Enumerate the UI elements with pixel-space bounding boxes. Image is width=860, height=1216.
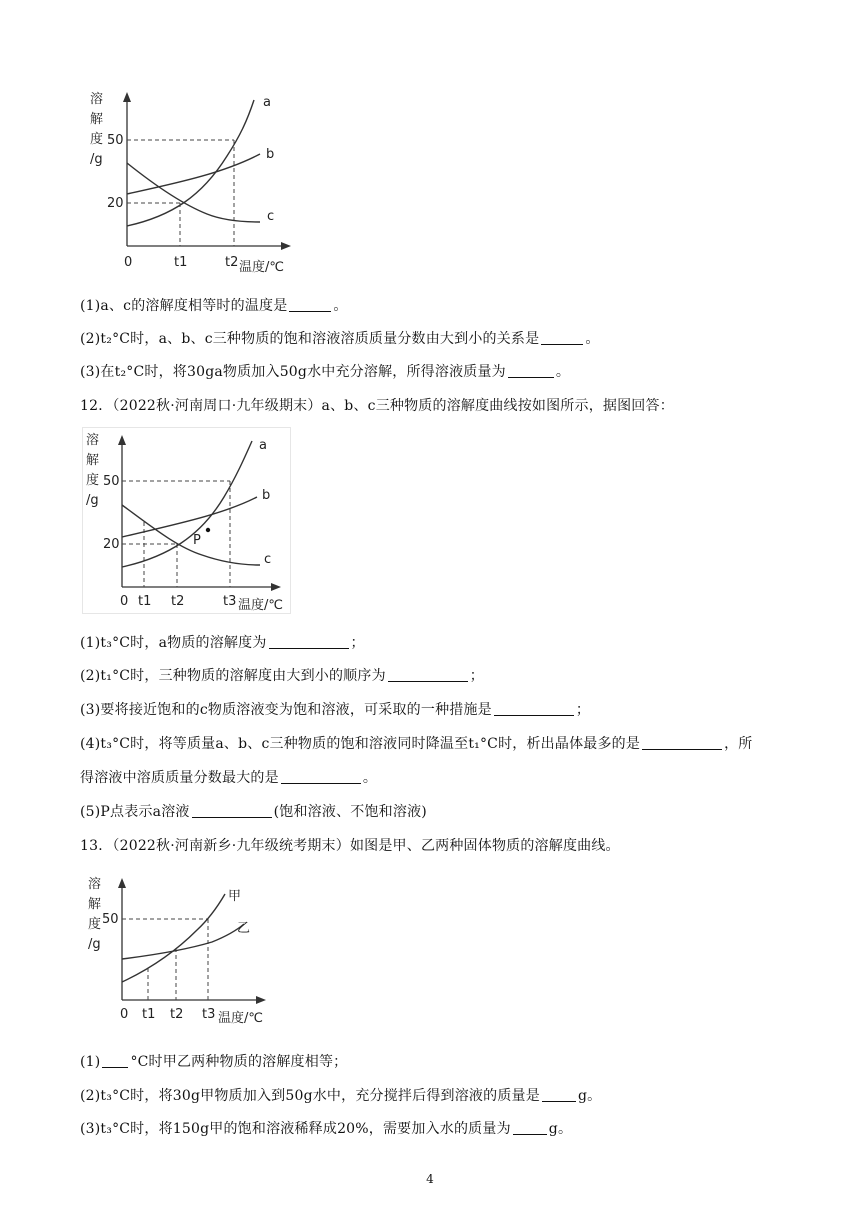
fig3-xtick-t1: t1 (142, 1007, 156, 1022)
q12-part4a: (4)t₃°C时，将等质量a、b、c三种物质的饱和溶液同时降温至t₁°C时，析出晶体最多的是 ，所 (80, 736, 753, 752)
q13-blank-3[interactable] (513, 1120, 547, 1135)
fig2-ytick-20: 20 (103, 537, 120, 552)
fig1-ylabel-4: /g (90, 152, 103, 167)
fig2-origin: 0 (120, 594, 129, 609)
fig1-series-a: a (263, 95, 271, 110)
q11-part1: (1)a、c的溶解度相等时的温度是 。 (80, 298, 348, 314)
q13-part3: (3)t₃°C时，将150g甲的饱和溶液稀释成20%，需要加入水的质量为 g。 (80, 1121, 573, 1137)
fig1-ylabel-3: 度 (90, 132, 104, 147)
fig2-ylabel-3: 度 (86, 473, 100, 488)
q12-part3: (3)要将接近饱和的c物质溶液变为饱和溶液，可采取的一种措施是 ； (80, 702, 591, 718)
solubility-chart-3 (82, 872, 292, 1028)
fig2-xtick-t3: t3 (223, 594, 237, 609)
fig2-series-b: b (262, 488, 271, 503)
q12-blank-2[interactable] (388, 667, 468, 682)
q12-stem: 12．（2022秋·河南周口·九年级期末）a、b、c三种物质的溶解度曲线按如图所示，据图回答： (80, 398, 674, 414)
fig1-ytick-20: 20 (107, 196, 124, 211)
fig1-series-b: b (266, 147, 275, 162)
fig1-xtick-t1: t1 (174, 255, 188, 270)
q12-blank-4[interactable] (642, 735, 722, 750)
fig2-ylabel-1: 溶 (86, 433, 100, 448)
fig2-series-a: a (259, 438, 267, 453)
q13-part2: (2)t₃°C时，将30g甲物质加入到50g水中，充分搅拌后得到溶液的质量是 g。 (80, 1088, 602, 1104)
q13-blank-2[interactable] (542, 1087, 576, 1102)
fig1-origin: 0 (124, 255, 133, 270)
fig1-ytick-50: 50 (107, 133, 124, 148)
fig3-series-yi: 乙 (237, 921, 251, 936)
fig3-ylabel-2: 解 (88, 897, 102, 912)
fig3-origin: 0 (120, 1007, 129, 1022)
q12-blank-6[interactable] (192, 803, 272, 818)
q13-part1: (1) °C时甲乙两种物质的溶解度相等； (80, 1054, 348, 1070)
fig2-series-c: c (264, 552, 272, 567)
fig1-xlabel: 温度/℃ (239, 260, 284, 275)
page-number: 4 (426, 1172, 434, 1186)
fig3-xlabel: 温度/℃ (218, 1011, 263, 1026)
fig3-ylabel-1: 溶 (88, 877, 102, 892)
fig3-series-jia: 甲 (228, 889, 242, 904)
q11-blank-3[interactable] (508, 363, 554, 378)
q12-part2: (2)t₁°C时，三种物质的溶解度由大到小的顺序为 ； (80, 668, 484, 684)
fig2-point-p: P (193, 533, 201, 548)
fig1-series-c: c (267, 209, 275, 224)
q13-blank-1[interactable] (102, 1053, 128, 1068)
fig2-ylabel-2: 解 (86, 453, 100, 468)
q11-part2: (2)t₂°C时，a、b、c三种物质的饱和溶液溶质质量分数由大到小的关系是 。 (80, 331, 600, 347)
q12-part5: (5)P点表示a溶液 (饱和溶液、不饱和溶液) (80, 804, 427, 820)
solubility-chart-2 (82, 427, 292, 615)
q12-blank-3[interactable] (494, 701, 574, 716)
q11-part3: (3)在t₂°C时，将30ga物质加入50g水中充分溶解，所得溶液质量为 。 (80, 364, 571, 380)
fig2-xtick-t1: t1 (138, 594, 152, 609)
fig2-xtick-t2: t2 (171, 594, 185, 609)
q12-blank-1[interactable] (269, 634, 349, 649)
q12-part4b: 得溶液中溶质质量分数最大的是 。 (80, 770, 378, 786)
q12-part1: (1)t₃°C时，a物质的溶解度为 ； (80, 635, 365, 651)
fig3-xtick-t3: t3 (202, 1007, 216, 1022)
fig3-ytick-50: 50 (102, 912, 119, 927)
fig1-xtick-t2: t2 (225, 255, 239, 270)
fig2-ytick-50: 50 (103, 474, 120, 489)
fig1-ylabel-2: 解 (90, 112, 104, 127)
fig2-xlabel: 温度/℃ (238, 598, 283, 613)
q13-stem: 13．（2022秋·河南新乡·九年级统考期末）如图是甲、乙两种固体物质的溶解度曲线。 (80, 838, 620, 854)
q11-blank-1[interactable] (289, 297, 331, 312)
fig3-ylabel-4: /g (88, 937, 101, 952)
solubility-chart-1 (82, 86, 302, 278)
fig2-ylabel-4: /g (86, 493, 99, 508)
q12-blank-5[interactable] (281, 769, 361, 784)
fig3-xtick-t2: t2 (170, 1007, 184, 1022)
q11-blank-2[interactable] (541, 330, 583, 345)
fig3-ylabel-3: 度 (88, 917, 102, 932)
fig1-ylabel-1: 溶 (90, 92, 104, 107)
